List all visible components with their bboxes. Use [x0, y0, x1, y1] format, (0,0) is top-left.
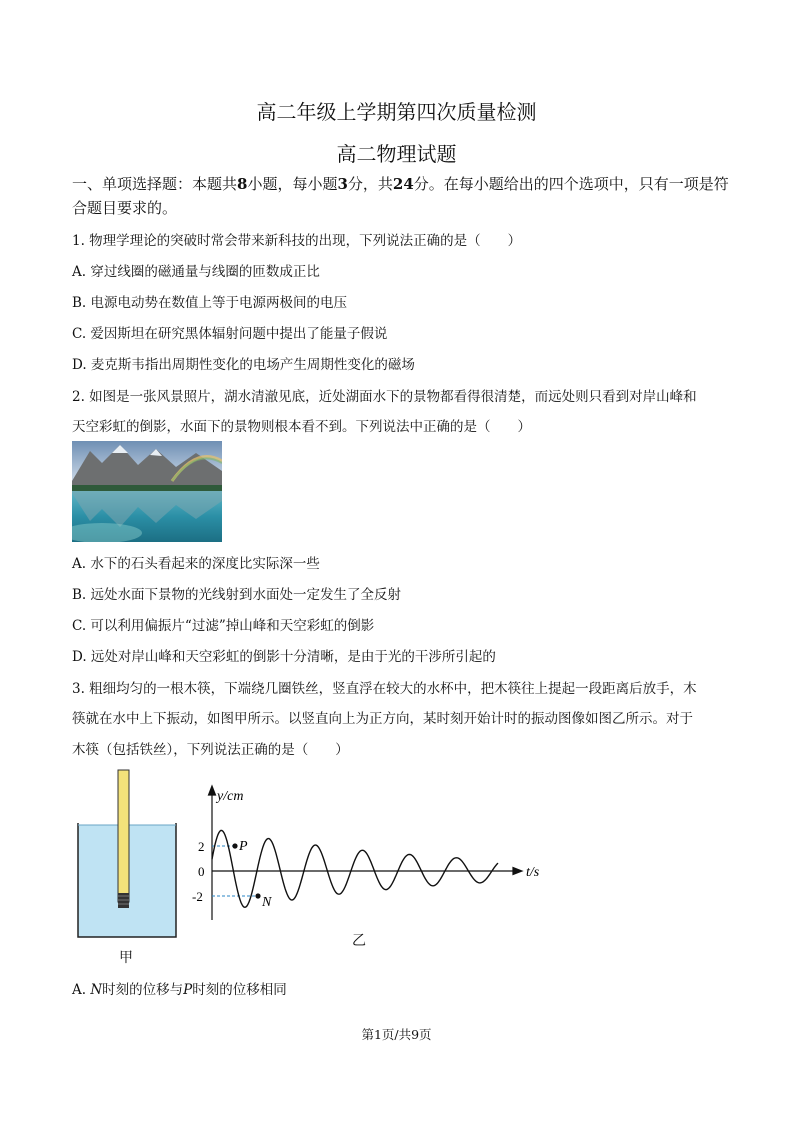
- question-3-stem-line3: 木筷（包括铁丝），下列说法正确的是（ ）: [72, 742, 349, 758]
- tick-label-0: 0: [198, 864, 205, 879]
- point-p-label: P: [239, 839, 248, 854]
- point-p-marker: [232, 843, 237, 848]
- q2-option-d: D. 远处对岸山峰和天空彩虹的倒影十分清晰，是由于光的干涉所引起的: [72, 649, 496, 665]
- page-subtitle: 高二物理试题: [336, 142, 457, 166]
- q2-option-a: A. 水下的石头看起来的深度比实际深一些: [72, 556, 320, 572]
- y-axis-label: y/cm: [217, 789, 244, 804]
- question-2-stem-line1: 2. 如图是一张风景照片，湖水清澈见底，近处湖面水下的景物都看得很清楚，而远处则只看到对岸山峰和: [72, 389, 697, 405]
- tick-label-2: 2: [198, 839, 205, 854]
- page-title: 高二年级上学期第四次质量检测: [256, 100, 537, 124]
- chopstick: [118, 770, 129, 902]
- q2-option-c: C. 可以利用偏振片“过滤”掉山峰和天空彩虹的倒影: [72, 618, 375, 634]
- question-3-stem-line1: 3. 粗细均匀的一根木筷，下端绕几圈铁丝，竖直浮在较大的水杯中，把木筷往上提起一段距离后放手，木: [72, 681, 697, 697]
- section-heading: 一、单项选择题：本题共8小题，每小题3分，共24分。在每小题给出的四个选项中，只有一项是符合题目要求的。: [72, 175, 729, 217]
- q1-option-a: A. 穿过线圈的磁通量与线圈的匝数成正比: [72, 264, 320, 280]
- q1-option-d: D. 麦克斯韦指出周期性变化的电场产生周期性变化的磁场: [72, 357, 415, 373]
- t-axis-label: t/s: [526, 865, 540, 880]
- figure-label-yi: 乙: [352, 933, 366, 949]
- question-1-stem: 1. 物理学理论的突破时常会带来新科技的出现，下列说法正确的是（ ）: [72, 233, 522, 249]
- t-axis-arrow: [513, 868, 522, 875]
- figure-label-jia: 甲: [119, 950, 133, 966]
- point-n-label: N: [262, 895, 272, 910]
- question-2-stem-line2: 天空彩虹的倒影，水面下的景物则根本看不到。下列说法中正确的是（ ）: [72, 419, 531, 435]
- q2-option-b: B. 远处水面下景物的光线射到水面处一定发生了全反射: [72, 587, 402, 603]
- iron-wire-coil: [118, 893, 129, 908]
- point-n-marker: [255, 893, 260, 898]
- q3-option-a: A. N时刻的位移与P时刻的位移相同: [72, 982, 287, 998]
- q1-option-b: B. 电源电动势在数值上等于电源两极间的电压: [72, 295, 348, 311]
- y-axis-arrow: [209, 786, 216, 795]
- question-3-stem-line2: 筷就在水中上下振动，如图甲所示。以竖直向上为正方向，某时刻开始计时的振动图像如图乙所示。对于: [72, 711, 693, 727]
- page-footer: 第1页/共9页: [361, 1027, 432, 1042]
- figure-jia: [72, 765, 182, 965]
- figure-yi-graph: [190, 780, 560, 930]
- lake-landscape-photo: [72, 441, 222, 542]
- tick-label-neg2: -2: [192, 889, 203, 904]
- q1-option-c: C. 爱因斯坦在研究黑体辐射问题中提出了能量子假说: [72, 326, 388, 342]
